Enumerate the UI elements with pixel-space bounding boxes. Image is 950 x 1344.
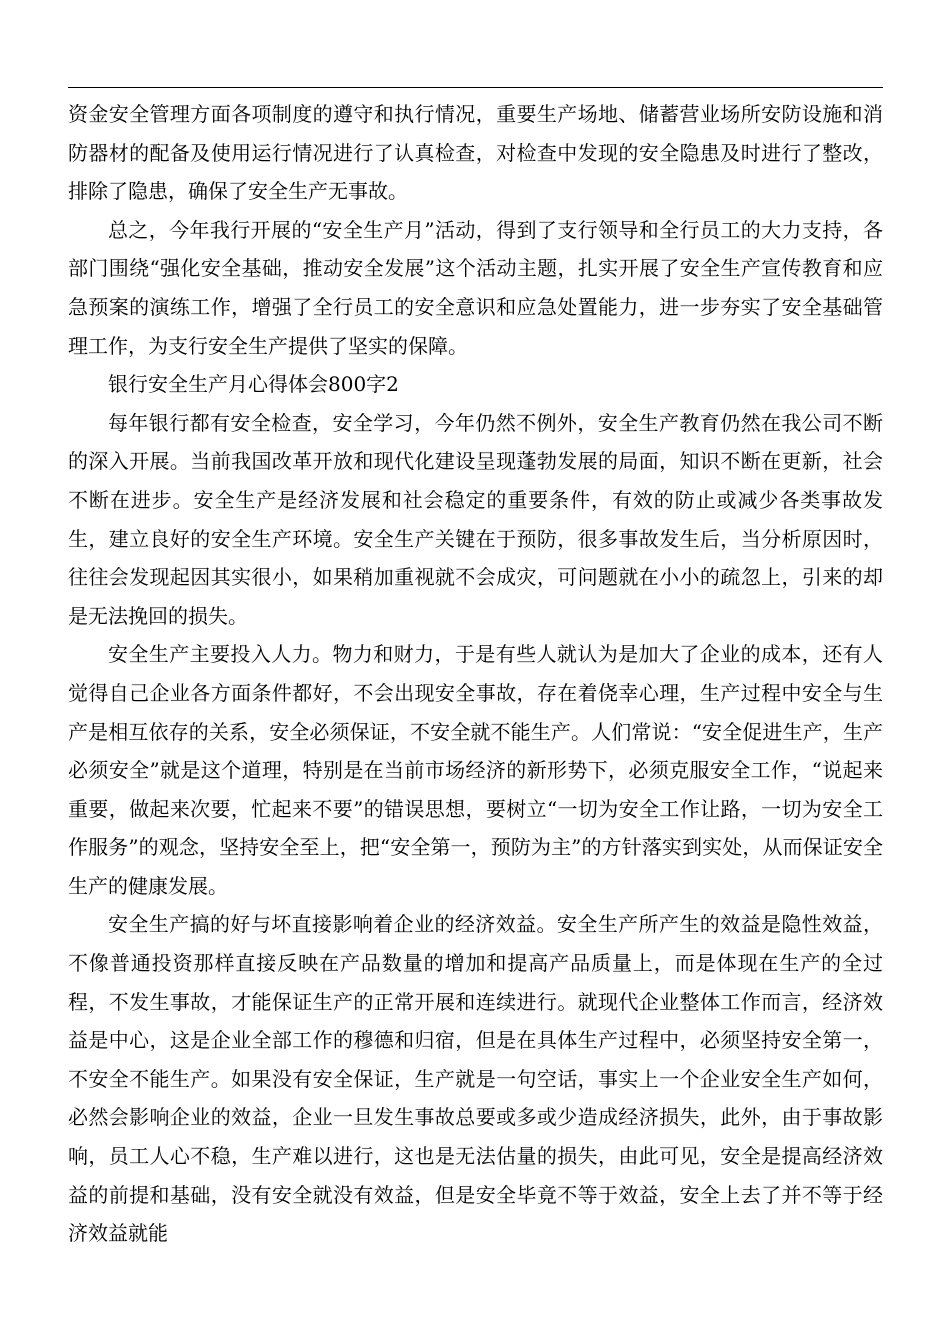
paragraph-body: 每年银行都有安全检查，安全学习，今年仍然不例外，安全生产教育仍然在我公司不断的深入开展。当前我国改革开放和现代化建设呈现蓬勃发展的局面，知识不断在更新，社会不断在进步。安全生产是经济发展和社会稳定的重要条件，有效的防止或减少各类事故发生，建立良好的安全生产环境。安全生产关键在于预防，很多事故发生后，当分析原因时，往往会发现起因其实很小，如果稍加重视就不会成灾，可问题就在小小的疏忽上，引来的却是无法挽回的损失。	[68, 410, 883, 628]
paragraph-body: 安全生产主要投入人力。物力和财力，于是有些人就认为是加大了企业的成本，还有人觉得自己企业各方面条件都好，不会出现安全事故，存在着侥幸心理，生产过程中安全与生产是相互依存的关系，安全必须保证，不安全就不能生产。人们常说：“安全促进生产，生产必须安全”就是这个道理，特别是在当前市场经济的新形势下，必须克服安全工作，“说起来重要，做起来次要，忙起来不要”的错误思想，要树立“一切为安全工作让路，一切为安全工作服务”的观念，坚持安全至上，把“安全第一，预防为主”的方针落实到实处，从而保证安全生产的健康发展。	[68, 642, 883, 898]
paragraph-summary: 总之，今年我行开展的“安全生产月”活动，得到了支行领导和全行员工的大力支持，各部门围绕“强化安全基础，推动安全发展”这个活动主题，扎实开展了安全生产宣传教育和应急预案的演练工作，增强了全行员工的安全意识和应急处置能力，进一步夯实了安全基础管理工作，为支行安全生产提供了坚实的保障。	[68, 217, 883, 358]
paragraph-continuation: 资金安全管理方面各项制度的遵守和执行情况，重要生产场地、储蓄营业场所安防设施和消防器材的配备及使用运行情况进行了认真检查，对检查中发现的安全隐患及时进行了整改，排除了隐患，确保了安全生产无事故。	[68, 102, 883, 204]
document-body	[68, 95, 883, 1253]
paragraph-body: 安全生产搞的好与坏直接影响着企业的经济效益。安全生产所产生的效益是隐性效益，不像普通投资那样直接反映在产品数量的增加和提高产品质量上，而是体现在生产的全过程，不发生事故，才能保证生产的正常开展和连续进行。就现代企业整体工作而言，经济效益是中心，这是企业全部工作的穆德和归宿，但是在具体生产过程中，必须坚持安全第一，不安全不能生产。如果没有安全保证，生产就是一句空话，事实上一个企业安全生产如何，必然会影响企业的效益，企业一旦发生事故总要或多或少造成经济损失，此外，由于事故影响，员工人心不稳，生产难以进行，这也是无法估量的损失，由此可见，安全是提高经济效益的前提和基础，没有安全就没有效益，但是安全毕竟不等于效益，安全上去了并不等于经济效益就能	[68, 912, 883, 1246]
section-heading: 银行安全生产月心得体会800字2	[108, 372, 399, 397]
header-rule	[68, 87, 883, 88]
